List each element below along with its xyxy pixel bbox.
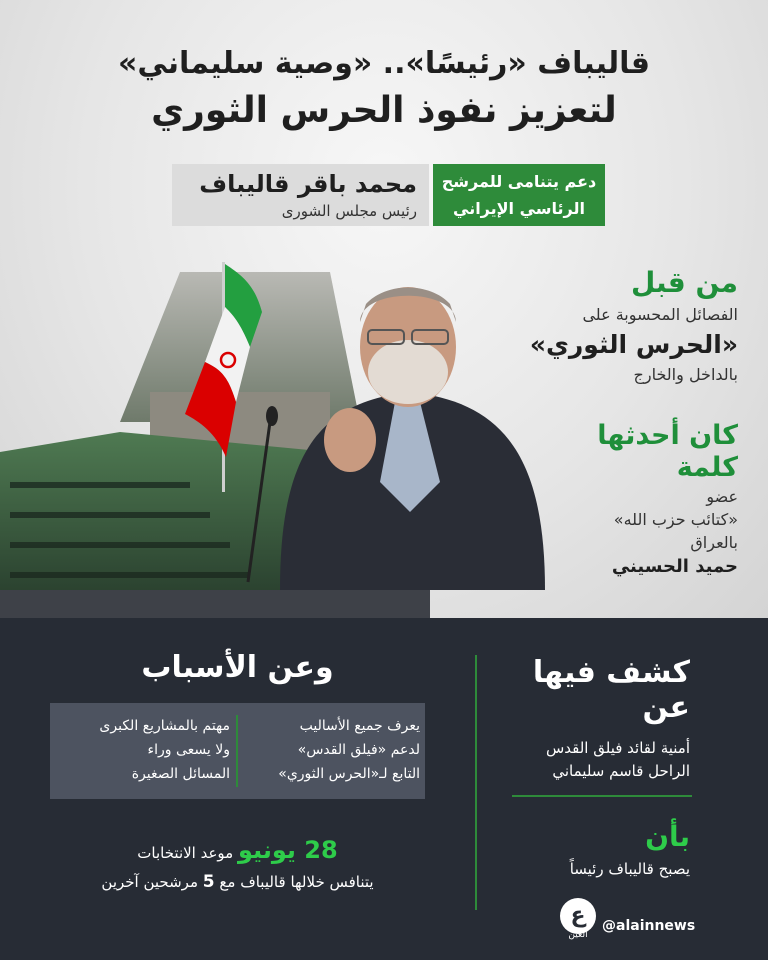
headline-line-2: لتعزيز نفوذ الحرس الثوري [151,90,617,131]
revealed-title-1: كشف فيها [532,655,690,690]
vertical-divider [475,655,477,910]
election-date-line [50,836,425,864]
before-title: من قبل [630,266,738,299]
reason-2-line-1: مهتم بالمشاريع الكبرى [99,718,230,734]
compete-post: مرشحين آخرين [101,873,198,891]
reason-1-line-1: يعرف جميع الأساليب [299,718,420,734]
reason-2-line-2: ولا يسعى وراء [147,742,230,758]
headline-line-1: قاليباف «رئيسًا».. «وصية سليماني» [117,46,651,81]
horizontal-divider [512,795,692,797]
support-badge [433,164,605,226]
revealed-that-title: بأن [645,820,690,853]
word-group: «كتائب حزب الله» [613,510,738,529]
word-country: بالعراق [690,533,738,552]
word-title-1: كان أحدثها [597,420,738,451]
reasons-separator [236,715,238,787]
candidate-role: رئيس مجلس الشورى [281,202,417,220]
before-line-2: «الحرس الثوري» [529,330,738,359]
reason-item-2 [60,714,230,786]
revealed-wish-2: الراحل قاسم سليماني [552,762,690,780]
election-date: 28 يونيو [238,836,338,864]
election-date-label: موعد الانتخابات [137,844,234,862]
reason-item-1 [250,714,420,786]
reason-2-line-3: المسائل الصغيرة [131,766,230,782]
compete-line [50,872,425,892]
candidate-name: محمد باقر قاليباف [199,170,417,198]
social-handle[interactable]: @alainnews [602,918,696,934]
before-line-1: الفصائل المحسوبة على [582,305,738,324]
before-line-3: بالداخل والخارج [633,365,738,384]
alain-logo-caption: العين [568,930,588,940]
parliament-illustration [0,252,560,618]
support-line-1: دعم يتنامى للمرشح [441,172,597,191]
word-member: عضو [706,487,738,506]
candidate-name-box [172,164,429,226]
reasons-title: وعن الأسباب [141,650,334,685]
support-line-2: الرئاسي الإيراني [453,199,585,218]
revealed-wish-1: أمنية لقائد فيلق القدس [545,739,690,757]
podium [0,590,430,618]
word-title-2: كلمة [676,452,738,483]
revealed-title-2: عن [642,690,690,725]
revealed-become: يصبح قاليباف رئيساً [569,860,690,878]
word-person: حميد الحسيني [611,556,738,577]
reason-1-line-3: التابع لـ«الحرس الثوري» [278,766,420,782]
compete-pre: يتنافس خلالها قاليباف مع [219,873,374,891]
alain-logo-icon: ع [560,898,596,934]
reason-1-line-2: لدعم «فيلق القدس» [297,742,420,758]
compete-count: 5 [202,872,215,892]
